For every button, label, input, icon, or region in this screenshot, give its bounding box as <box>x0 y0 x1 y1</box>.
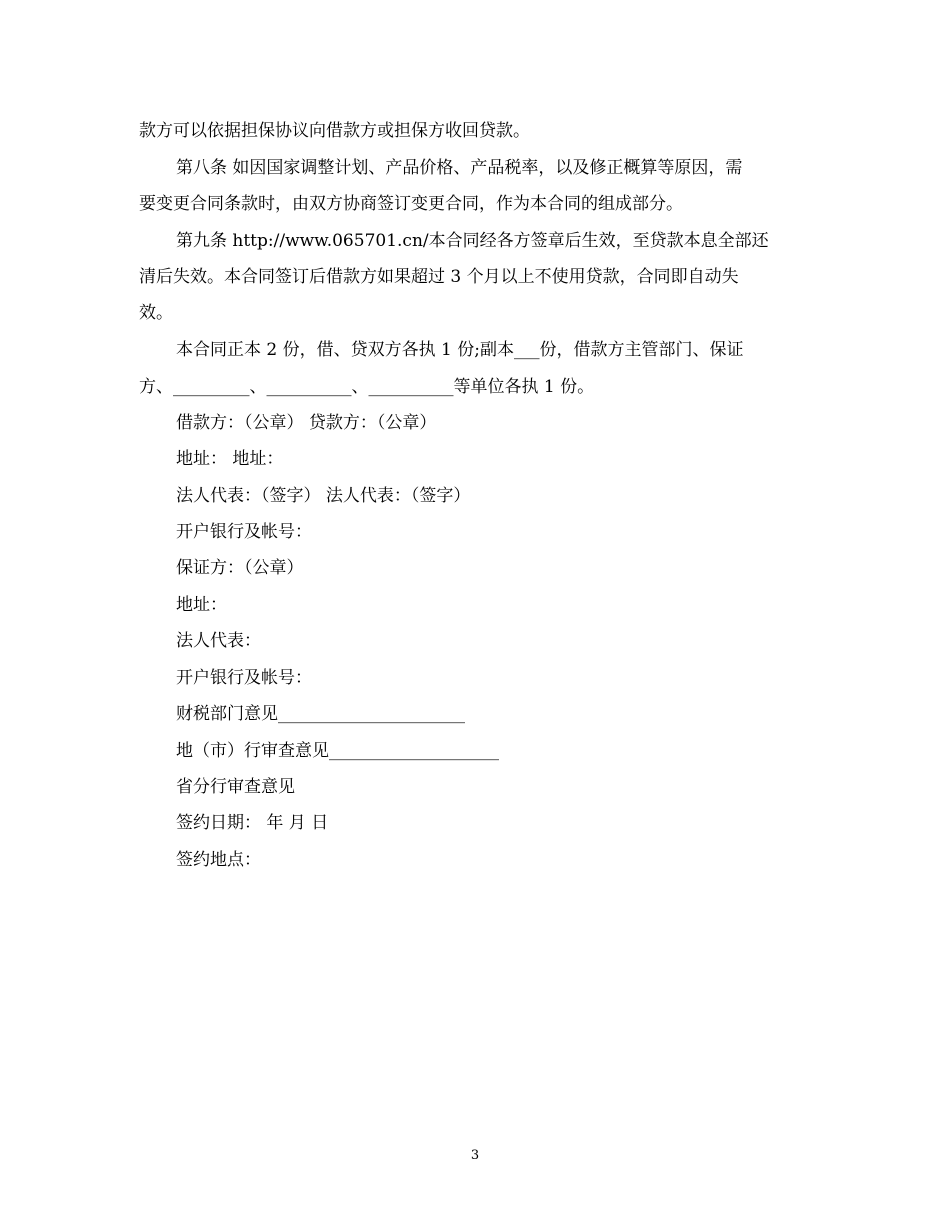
text-line: 清后失效。本合同签订后借款方如果超过 3 个月以上不使用贷款，合同即自动失 <box>139 267 739 287</box>
guarantor-legal-rep-line: 法人代表： <box>176 631 261 651</box>
guarantor-line: 保证方：（公章） <box>176 558 304 578</box>
text-line: 要变更合同条款时，由双方协商签订变更合同，作为本合同的组成部分。 <box>139 194 683 214</box>
guarantor-bank-line: 开户银行及帐号： <box>176 668 312 688</box>
text-line: 第八条 如因国家调整计划、产品价格、产品税率，以及修正概算等原因，需 <box>176 158 743 178</box>
page-number: 3 <box>470 1148 480 1163</box>
finance-opinion-line: 财税部门意见______________________ <box>176 704 465 724</box>
text-line: 本合同正本 2 份，借、贷双方各执 1 份;副本___份，借款方主管部门、保证 <box>176 340 744 360</box>
text-line: 方、_________、__________、__________等单位各执 1 份。 <box>139 377 595 397</box>
text-line: 第九条 http://www.065701.cn/本合同经各方签章后生效，至贷款本息全部还 <box>176 231 769 251</box>
signing-date-line: 签约日期： 年 月 日 <box>176 813 329 833</box>
text-line: 效。 <box>139 303 173 323</box>
signature-line: 借款方：（公章） 贷款方：（公章） <box>176 413 437 433</box>
legal-rep-line: 法人代表：（签字） 法人代表：（签字） <box>176 486 471 506</box>
address-line: 地址： 地址： <box>176 449 284 469</box>
city-review-line: 地（市）行审查意见____________________ <box>176 741 499 761</box>
bank-account-line: 开户银行及帐号： <box>176 522 312 542</box>
guarantor-address-line: 地址： <box>176 595 227 615</box>
province-review-line: 省分行审查意见 <box>176 777 295 797</box>
signing-place-line: 签约地点： <box>176 850 261 870</box>
text-line: 款方可以依据担保协议向借款方或担保方收回贷款。 <box>139 121 530 141</box>
